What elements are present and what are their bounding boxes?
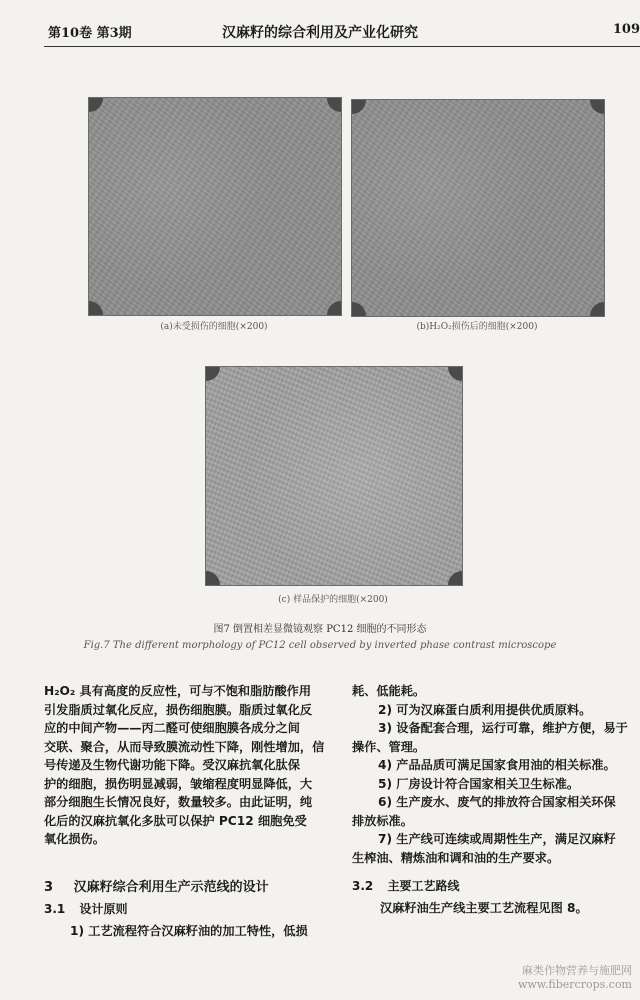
- text-line: 引发脂质过氧化反应，损伤细胞膜。脂质过氧化反: [44, 702, 313, 717]
- text-line: 4) 产品品质可满足国家食用油的相关标准。: [378, 758, 616, 772]
- text-line: 耗、低能耗。: [352, 684, 426, 698]
- micrograph-b: [351, 99, 605, 317]
- section-title: 汉麻籽综合利用生产示范线的设计: [73, 880, 269, 895]
- section-number: 3: [44, 880, 54, 895]
- principle-item-1: 1) 工艺流程符合汉麻籽油的加工特性，低损: [70, 924, 308, 938]
- text-line: 3) 设备配套合理，运行可靠，维护方便，易于: [378, 721, 628, 735]
- section-3-heading: [44, 876, 269, 895]
- page-number: 109: [612, 22, 640, 37]
- watermark-cn: 麻类作物营养与施肥网: [522, 964, 632, 977]
- text-line: 号传递及生物代谢功能下降。受汉麻抗氧化肽保: [44, 758, 300, 772]
- text-line: 部分细胞生长情况良好，数量较多。由此证明，纯: [44, 795, 313, 809]
- text-line: 6) 生产废水、废气的排放符合国家相关环保: [378, 795, 616, 809]
- caption-b: (b)H₂O₂损伤后的细胞(×200): [416, 322, 538, 332]
- text-line: 2) 可为汉麻蛋白质利用提供优质原料。: [378, 702, 592, 717]
- journal-issue: 第10卷 第3期: [48, 26, 132, 41]
- section-3-2-heading: [352, 877, 459, 894]
- text-line: 排放标准。: [352, 813, 413, 828]
- text-line: 7) 生产线可连续或周期性生产，满足汉麻籽: [378, 832, 616, 846]
- figure-title-cn: 图7 倒置相差显微镜观察 PC12 细胞的不同形态: [213, 624, 427, 635]
- section-number: 3.2: [352, 879, 374, 893]
- caption-a: (a)未受损伤的细胞(×200): [160, 322, 268, 332]
- section-title: 设计原则: [79, 902, 128, 916]
- running-header: [0, 16, 640, 50]
- header-rule: [44, 46, 640, 47]
- text-line: 应的中间产物——丙二醛可使细胞膜各成分之间: [44, 721, 300, 735]
- micrograph-a: [88, 97, 342, 316]
- article-title: 汉麻籽的综合利用及产业化研究: [222, 25, 418, 41]
- left-column: [44, 682, 336, 849]
- section-3-1-heading: [44, 900, 127, 917]
- text-line: 5) 厂房设计符合国家相关卫生标准。: [378, 776, 580, 791]
- micrograph-c: [205, 366, 463, 586]
- watermark-url: www.fibercrops.com: [517, 978, 632, 991]
- section-title: 主要工艺路线: [387, 879, 460, 893]
- watermark: [518, 964, 632, 992]
- process-line-text: 汉麻籽油生产线主要工艺流程见图 8。: [380, 901, 588, 915]
- text-line: 护的细胞，损伤明显减弱，皱缩程度明显降低，大: [44, 776, 313, 791]
- text-line: 化后的汉麻抗氧化多肽可以保护 PC12 细胞免受: [44, 813, 307, 828]
- right-column: [352, 682, 638, 867]
- caption-c: (c) 样品保护的细胞(×200): [278, 595, 388, 605]
- text-line: 操作、管理。: [352, 739, 426, 754]
- section-number: 3.1: [44, 902, 66, 916]
- text-line: H₂O₂ 具有高度的反应性，可与不饱和脂肪酸作用: [44, 684, 312, 698]
- figure-title-en: Fig.7 The different morphology of PC12 cell observed by inverted phase contrast microscope: [83, 640, 557, 651]
- text-line: 生榨油、精炼油和调和油的生产要求。: [352, 850, 560, 865]
- text-line: 交联、聚合，从而导致膜流动性下降，刚性增加，信: [44, 739, 325, 754]
- text-line: 氧化损伤。: [44, 832, 105, 846]
